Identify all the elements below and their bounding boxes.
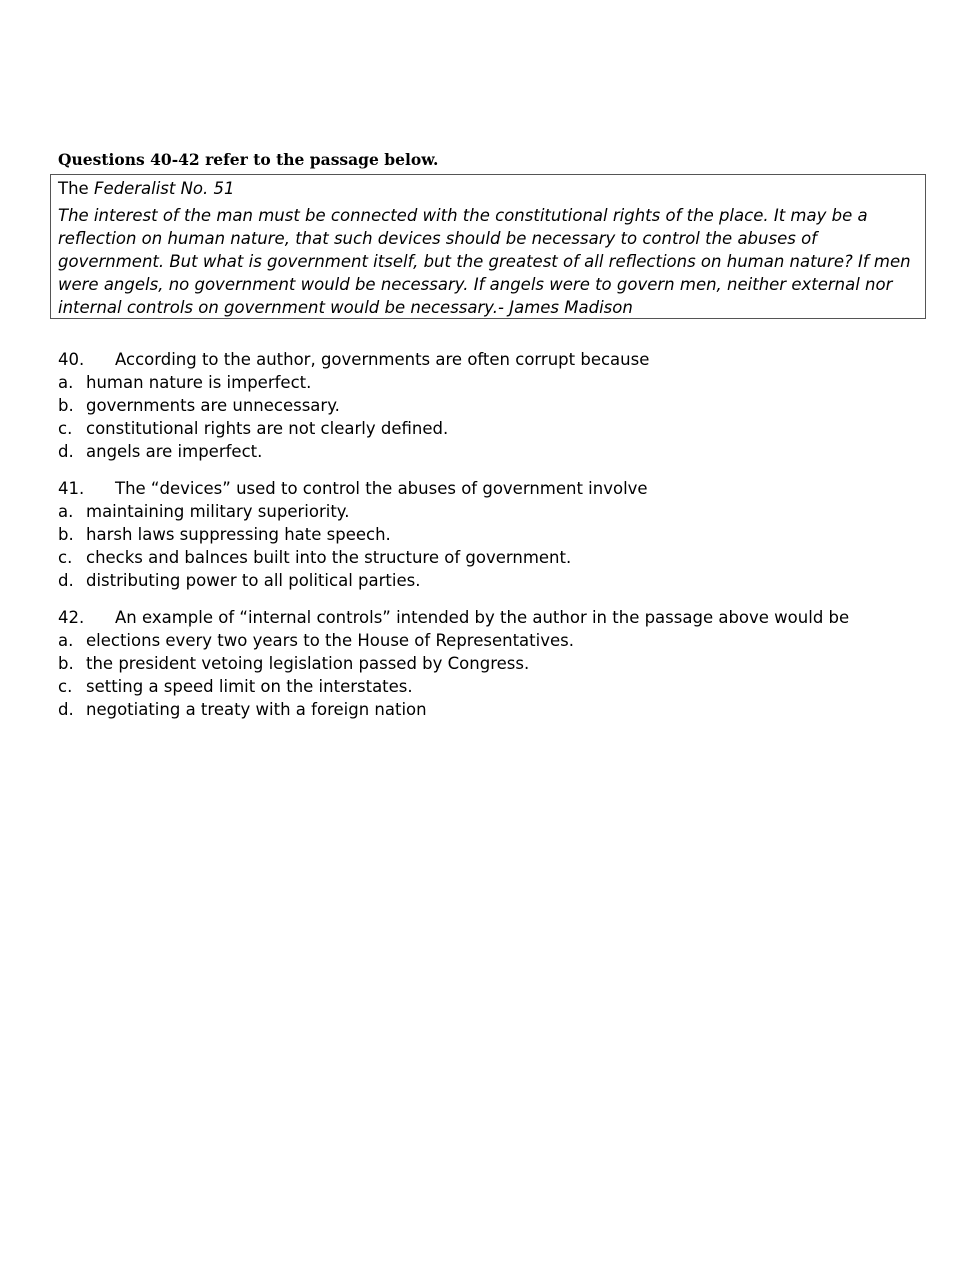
question-text: According to the author, governments are often corrupt because (115, 350, 650, 369)
choice-text: angels are imperfect. (86, 442, 263, 461)
choice-letter: c. (58, 419, 73, 438)
passage-title-prefix: The (58, 179, 89, 198)
choice-letter: b. (58, 654, 74, 673)
question-stem (58, 477, 958, 500)
question-text: The “devices” used to control the abuses of government involve (115, 479, 648, 498)
question-42 (58, 606, 958, 721)
question-stem (58, 606, 958, 629)
answer-choice-a (58, 500, 958, 523)
answer-choice-d (58, 440, 958, 463)
choice-text: governments are unnecessary. (86, 396, 340, 415)
question-number: 42. (58, 608, 85, 627)
choice-text: checks and balnces built into the structure of government. (86, 548, 572, 567)
choice-letter: d. (58, 571, 74, 590)
choice-letter: a. (58, 631, 74, 650)
answer-choice-d (58, 569, 958, 592)
question-number: 40. (58, 350, 85, 369)
choice-letter: d. (58, 700, 74, 719)
choice-text: elections every two years to the House of Representatives. (86, 631, 574, 650)
answer-choice-b (58, 652, 958, 675)
choice-text: maintaining military superiority. (86, 502, 350, 521)
choice-text: setting a speed limit on the interstates. (86, 677, 413, 696)
question-text: An example of “internal controls” intended by the author in the passage above would be (115, 608, 850, 627)
passage-title-work: Federalist No. 51 (93, 179, 235, 198)
question-number: 41. (58, 479, 85, 498)
choice-text: distributing power to all political parties. (86, 571, 421, 590)
choice-text: constitutional rights are not clearly defined. (86, 419, 449, 438)
passage-text: The interest of the man must be connected with the constitutional rights of the place. It may be a reflection on human nature, that such devices should be necessary to control the abuses of government. But what is government itself, but the greatest of all reflections on human nature? If men were angels, no government would be necessary. If angels were to govern men, neither external nor internal controls on government would be necessary.- James Madison (58, 206, 911, 317)
answer-choice-a (58, 371, 958, 394)
question-stem (58, 348, 958, 371)
choice-text: human nature is imperfect. (86, 373, 312, 392)
choice-text: the president vetoing legislation passed by Congress. (86, 654, 530, 673)
question-40 (58, 348, 958, 463)
choice-letter: a. (58, 502, 74, 521)
section-heading: Questions 40-42 refer to the passage below. (58, 150, 439, 169)
choice-letter: d. (58, 442, 74, 461)
choice-text: negotiating a treaty with a foreign nation (86, 700, 427, 719)
answer-choice-c (58, 675, 958, 698)
passage-title (58, 177, 925, 200)
answer-choice-c (58, 417, 958, 440)
answer-choice-a (58, 629, 958, 652)
answer-choice-b (58, 523, 958, 546)
choice-letter: c. (58, 548, 73, 567)
choice-letter: a. (58, 373, 74, 392)
answer-choice-d (58, 698, 958, 721)
choice-letter: b. (58, 396, 74, 415)
question-41 (58, 477, 958, 592)
choice-letter: b. (58, 525, 74, 544)
answer-choice-c (58, 546, 958, 569)
passage-box (50, 174, 926, 319)
answer-choice-b (58, 394, 958, 417)
choice-letter: c. (58, 677, 73, 696)
choice-text: harsh laws suppressing hate speech. (86, 525, 391, 544)
